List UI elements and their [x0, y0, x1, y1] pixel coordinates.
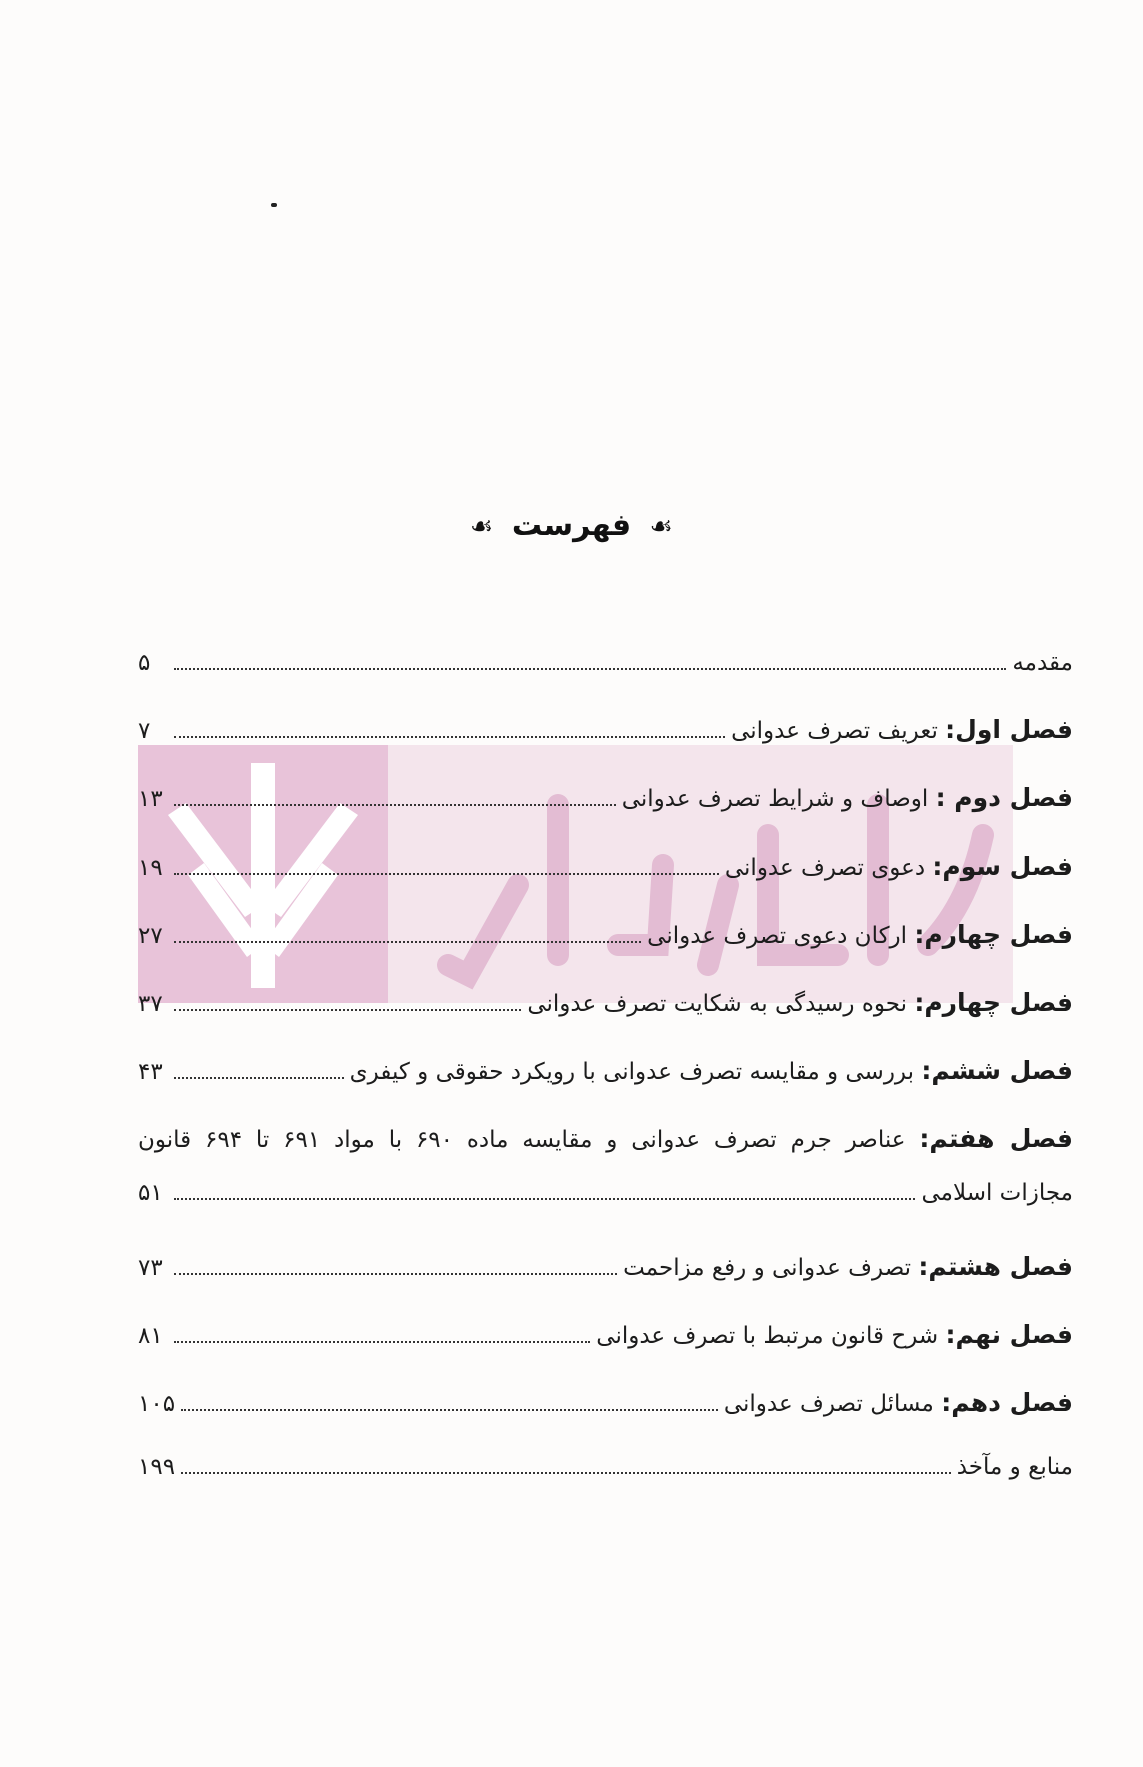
leader-dots	[174, 1198, 915, 1200]
toc-entry-page: ۱۹	[138, 855, 163, 881]
leader-dots	[174, 1273, 617, 1275]
toc-entry-chapter-8[interactable]	[138, 1252, 1073, 1281]
toc-entry-page: ۵۱	[138, 1180, 163, 1206]
toc-entry-page: ۷۳	[138, 1255, 163, 1281]
toc-entry-page: ۱۳	[138, 786, 163, 812]
toc-entry-title: بررسی و مقایسه تصرف عدوانی با رویکرد حقوقی و کیفری	[349, 1059, 915, 1085]
toc-entry-page: ۴۳	[138, 1059, 163, 1085]
leader-dots	[181, 1472, 951, 1474]
toc-entry-title: نحوه رسیدگی به شکایت تصرف عدوانی	[527, 991, 908, 1017]
leader-dots	[181, 1409, 718, 1411]
toc-entry-chapter: فصل ششم:	[921, 1056, 1073, 1085]
toc-entry-intro[interactable]	[138, 650, 1073, 676]
leader-dots	[174, 941, 641, 943]
toc-entry-title: مسائل تصرف عدوانی	[723, 1391, 934, 1417]
toc-entry-page: ۲۷	[138, 923, 163, 949]
toc-entry-chapter: فصل چهارم:	[914, 920, 1073, 949]
toc-heading	[0, 508, 1143, 543]
toc-entry-chapter: فصل دوم :	[935, 783, 1073, 812]
toc-entry-chapter-6[interactable]	[138, 1056, 1073, 1085]
toc-entry-title: منابع و مآخذ	[956, 1454, 1073, 1480]
toc-entry-page: ۱۹۹	[138, 1454, 176, 1480]
toc-entry-page: ۵	[138, 650, 151, 676]
toc-entry-chapter: فصل دهم:	[941, 1388, 1073, 1417]
toc-entry-page: ۳۷	[138, 991, 163, 1017]
leader-dots	[174, 804, 616, 806]
toc-entry-title: تصرف عدوانی و رفع مزاحمت	[623, 1255, 912, 1281]
toc-entry-chapter-2[interactable]	[138, 783, 1073, 812]
toc-entry-chapter: فصل اول:	[945, 715, 1073, 744]
toc-entry-chapter: فصل هشتم:	[918, 1252, 1073, 1281]
ink-speck	[271, 203, 277, 207]
leader-dots	[174, 873, 719, 875]
toc-entry-chapter-7-line-1[interactable]	[138, 1124, 1073, 1153]
ornament-left-icon: ☙	[470, 512, 494, 542]
toc-entry-chapter-1[interactable]	[138, 715, 1073, 744]
toc-entry-page: ۱۰۵	[138, 1391, 176, 1417]
toc-entry-page: ۸۱	[138, 1323, 163, 1349]
toc-entry-chapter: فصل سوم:	[932, 852, 1073, 881]
toc-entry-chapter: فصل هفتم:	[919, 1124, 1074, 1153]
leader-dots	[174, 1341, 590, 1343]
toc-entry-title: شرح قانون مرتبط با تصرف عدوانی	[596, 1323, 939, 1349]
toc-entry-chapter-3[interactable]	[138, 852, 1073, 881]
ornament-right-icon: ☙	[649, 512, 673, 542]
toc-entry-title: دعوی تصرف عدوانی	[724, 855, 926, 881]
toc-title: فهرست	[511, 508, 632, 543]
toc-entry-title: اوصاف و شرایط تصرف عدوانی	[621, 786, 929, 812]
toc-entry-title: تعریف تصرف عدوانی	[731, 718, 938, 744]
leader-dots	[174, 1009, 521, 1011]
toc-entry-title-continued: مجازات اسلامی	[921, 1180, 1073, 1206]
toc-entry-title: مقدمه	[1012, 650, 1073, 676]
toc-entry-title: ارکان دعوی تصرف عدوانی	[647, 923, 908, 949]
toc-entry-page: ۷	[138, 718, 151, 744]
leader-dots	[174, 668, 1006, 670]
toc-entry-chapter-9[interactable]	[138, 1320, 1073, 1349]
toc-entry-chapter: فصل نهم:	[945, 1320, 1073, 1349]
toc-entry-chapter-5[interactable]	[138, 988, 1073, 1017]
toc-entry-chapter: فصل چهارم:	[914, 988, 1073, 1017]
toc-entry-title: عناصر جرم تصرف عدوانی و مقایسه ماده ۶۹۰ با مواد ۶۹۱ تا ۶۹۴ قانون	[138, 1127, 906, 1153]
leader-dots	[174, 1077, 344, 1079]
leader-dots	[174, 736, 725, 738]
toc-entry-sources[interactable]	[138, 1454, 1073, 1480]
toc-entry-chapter-10[interactable]	[138, 1388, 1073, 1417]
toc-entry-chapter-7-line-2[interactable]	[138, 1180, 1073, 1206]
toc-entry-chapter-4[interactable]	[138, 920, 1073, 949]
